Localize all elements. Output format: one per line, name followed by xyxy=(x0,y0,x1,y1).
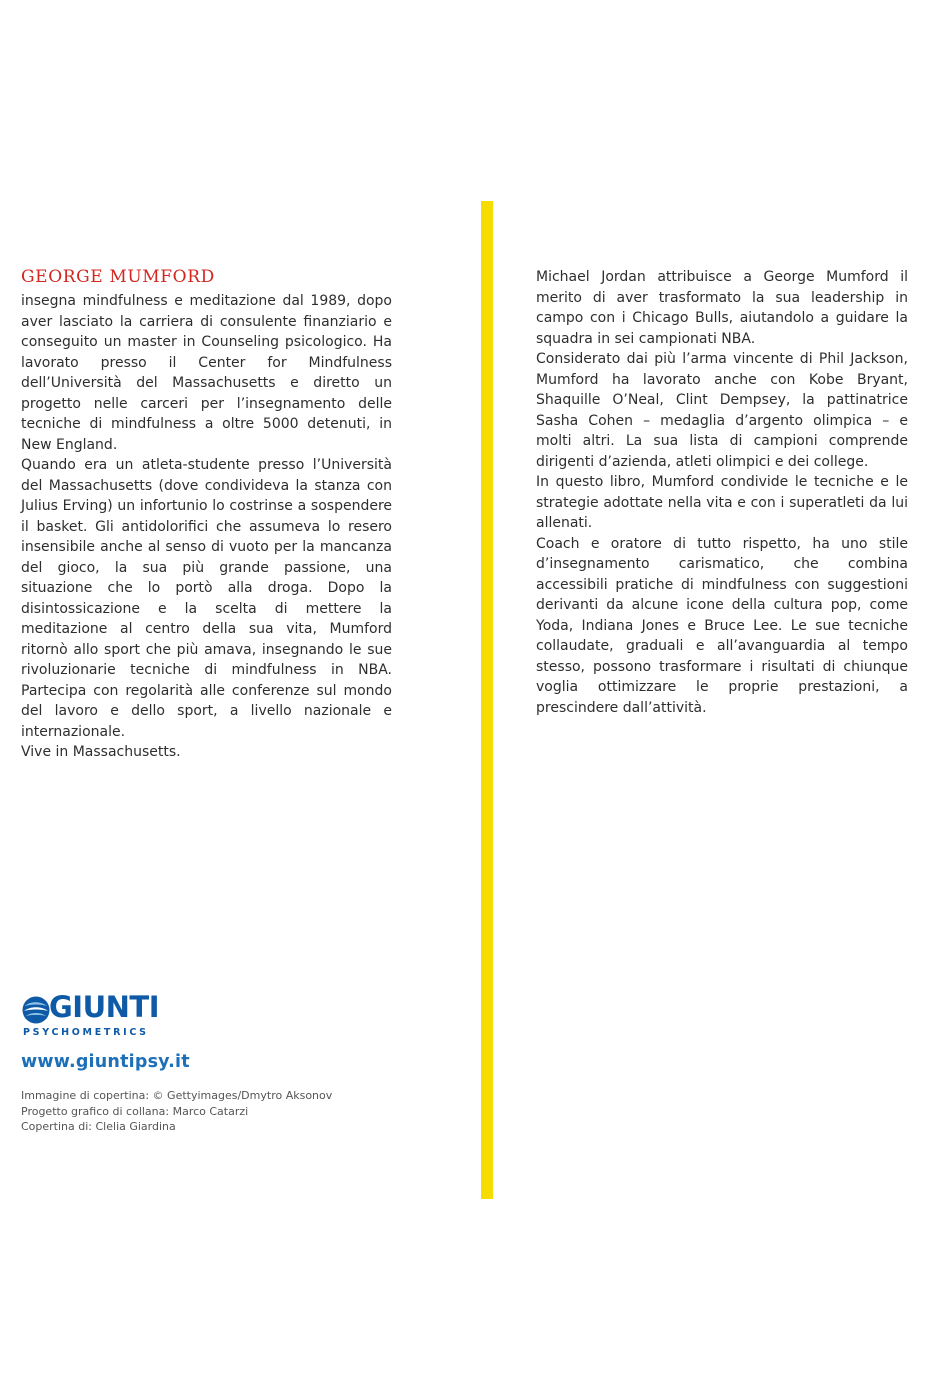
description-paragraph: In questo libro, Mumford condivide le tecniche e le strategie adottate nella vita e con i superatleti da lui allenati. xyxy=(536,474,908,531)
logo-wordmark: GIUNTI xyxy=(49,990,159,1024)
credit-line: Immagine di copertina: © Gettyimages/Dmytro Aksonov xyxy=(21,1089,333,1102)
globe-icon xyxy=(21,995,51,1025)
description-paragraph: Michael Jordan attribuisce a George Mumford il merito di aver trasformato la sua leadership in campo con i Chicago Bulls, aiutandolo a guidare la squadra in sei campionati NBA. xyxy=(536,269,908,347)
credit-line: Copertina di: Clelia Giardina xyxy=(21,1120,176,1133)
description-paragraph: Coach e oratore di tutto rispetto, ha uno stile d’insegnamento carismatico, che combina accessibili pratiche di mindfulness con suggestioni derivanti da alcune icone della cultura pop, come Yoda, Indiana Jones e Bruce Lee. Le sue tecniche collaudate, graduali e all’avanguardia al tempo stesso, possono trasformare i risultati di chiunque voglia ottimizzare le proprie prestazioni, a prescindere dall’attività. xyxy=(536,535,908,716)
author-bio-paragraph: insegna mindfulness e meditazione dal 1989, dopo aver lasciato la carriera di consulente finanziario e conseguito un master in Counseling psicologico. Ha lavorato presso il Center for Mindfulness dell’Università del Massachusetts e diretto un progetto nelle carceri per l’insegnamento delle tecniche di mindfulness a oltre 5000 detenuti, in New England. xyxy=(21,293,392,453)
author-bio-paragraph: Vive in Massachusetts. xyxy=(21,744,181,760)
giunti-psychometrics-logo xyxy=(21,990,201,1042)
author-name: GEORGE MUMFORD xyxy=(21,267,215,287)
yellow-divider xyxy=(481,201,493,1199)
publisher-website-link[interactable]: www.giuntipsy.it xyxy=(21,1052,190,1072)
cover-credits xyxy=(21,1088,332,1135)
description-paragraph: Considerato dai più l’arma vincente di Phil Jackson, Mumford ha lavorato anche con Kobe Bryant, Shaquille O’Neal, Clint Dempsey, la pattinatrice Sasha Cohen – medaglia d’argento olimpica – e molti altri. La sua lista di campioni comprende dirigenti d’azienda, atleti olimpici e dei college. xyxy=(536,351,908,470)
author-bio-paragraph: Quando era un atleta-studente presso l’Università del Massachusetts (dove condivideva la stanza con Julius Erving) un infortunio lo costrinse a sospendere il basket. Gli antidolorifici che assumeva lo resero insensibile anche al senso di vuoto per la mancanza del gioco, la sua più grande passione, una situazione che lo portò alla droga. Dopo la disintossicazione e la scelta di mettere la meditazione al centro della sua vita, Mumford ritornò allo sport che più amava, insegnando le sue rivoluzionarie tecniche di mindfulness in NBA. Partecipa con regolarità alle conferenze sul mondo del lavoro e dello sport, a livello nazionale e internazionale. xyxy=(21,457,392,740)
logo-subtitle: PSYCHOMETRICS xyxy=(23,1027,149,1038)
author-column xyxy=(21,266,392,763)
credit-line: Progetto grafico di collana: Marco Catarzi xyxy=(21,1104,249,1118)
book-description-column xyxy=(536,266,908,718)
